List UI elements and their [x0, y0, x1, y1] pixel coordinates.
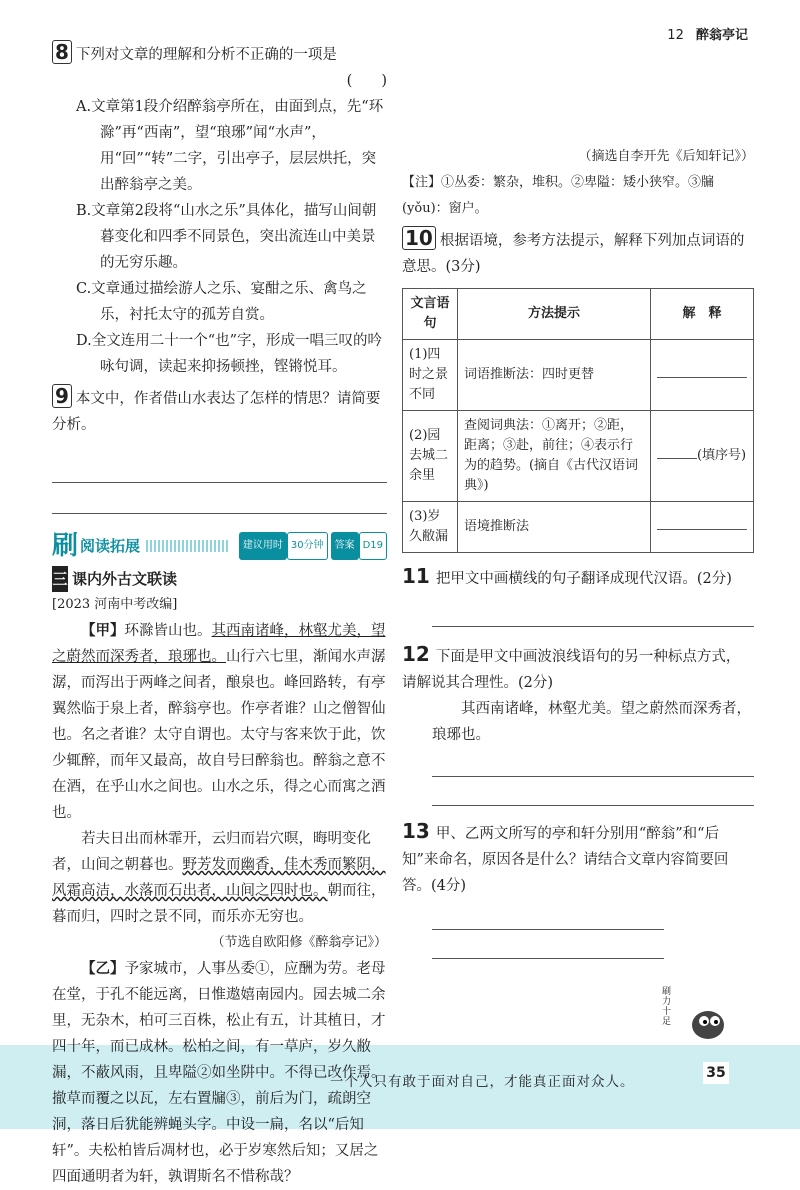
passage-jia-p2 [52, 826, 387, 930]
answer-line[interactable] [432, 934, 664, 959]
passage-label: 【乙】 [81, 960, 125, 977]
question-10 [402, 226, 754, 280]
row-method: 词语推断法：四时更替 [457, 340, 650, 411]
answer-blank[interactable] [657, 529, 747, 530]
row-method: 查阅词典法：①离开；②距，距离；③赴，前往；④表示行为的趋势。(摘自《古代汉语词典》) [457, 411, 650, 502]
right-column [402, 40, 754, 959]
left-column [52, 40, 387, 1185]
option-c: C.文章通过描绘游人之乐、宴酣之乐、禽鸟之乐，衬托太守的孤芳自赏。 [76, 281, 367, 323]
source-tag: [2023 河南中考改编] [52, 597, 178, 612]
yi-text: 予家城市，人事丛委①，应酬为劳。老母在堂，于孔不能远离，日惟遨嬉南园内。园去城二余里，无杂木，柏可三百株，松止有五，计其植日，才四十年，而已成林。松柏之间，有一草庐，岁久敝漏，不蔽风雨，且卑隘②如坐阱中。不得已改作焉。撤草而覆之以瓦，左右置牖③，前后为门，疏朗空洞，落日后犹能辨蝇头字。中设一扁，名以“后知轩”。夫松柏皆后凋材也，必于岁寒然后知；又居之四面通明者为轩，孰谓斯名不惜称哉？ [52, 961, 386, 1185]
answer-line[interactable] [432, 602, 754, 627]
question-stem: 根据语境，参考方法提示，解释下列加点词语的意思。(3分) [402, 233, 745, 275]
section-title-text: 课内外古文联读 [72, 570, 178, 588]
answer-blank[interactable] [657, 458, 697, 459]
question-stem: 把甲文中画横线的句子翻译成现代汉语。(2分) [435, 571, 732, 587]
question-number: 13 [402, 819, 430, 843]
row-method: 语境推断法 [457, 502, 650, 553]
answer-line[interactable] [432, 781, 754, 806]
option-b: B.文章第2段将“山水之乐”具体化，描写山间朝暮变化和四季不同景色，突出流连山中美景的无穷乐趣。 [76, 203, 377, 271]
answer-line[interactable] [52, 489, 387, 514]
answer-paren: ( ) [346, 73, 387, 89]
yi-note: 【注】①丛委：繁杂，堆积。②卑隘：矮小狭窄。③牖(yǒu)：窗户。 [402, 175, 715, 216]
answer-blank[interactable] [657, 377, 747, 378]
row-sentence: (3)岁久敝漏 [403, 502, 458, 553]
question-stem: 本文中，作者借山水表达了怎样的情思？请简要分析。 [52, 391, 381, 433]
answer-label: 答案 [331, 532, 359, 560]
table-header: 文言语句 [403, 289, 458, 340]
chapter-title: 醉翁亭记 [695, 28, 748, 43]
table-row [403, 502, 754, 553]
jia-text-b: 山行六七里，渐闻水声潺潺，而泻出于两峰之间者，酿泉也。峰回路转，有亭翼然临于泉上者，醉翁亭也。作亭者谁？山之僧智仙也。名之者谁？太守自谓也。太守与客来饮于此，饮少辄醉，而年又最高，故自号曰醉翁也。醉翁之意不在酒，在乎山水之间也。山水之乐，得之心而寓之酒也。 [52, 649, 386, 821]
question-13 [402, 818, 754, 899]
yi-citation: （摘选自李开先《后知轩记》） [578, 149, 754, 164]
banner-label: 阅读拓展 [80, 537, 141, 555]
jia-citation: （节选自欧阳修《醉翁亭记》） [211, 935, 387, 950]
question-8 [52, 40, 387, 68]
question-9 [52, 384, 387, 438]
q12-quote: 其西南诸峰，林壑尤美。望之蔚然而深秀者，琅琊也。 [432, 701, 751, 743]
answer-hint: (填序号) [696, 448, 747, 463]
section-title [52, 566, 387, 592]
banner-stripe [146, 540, 230, 552]
jia-wavy: 野芳发而幽香，佳木秀而繁阴，风霜高洁，水落而石出者，山间之四时也。 [52, 857, 386, 899]
answer-page: D19 [359, 532, 387, 560]
table-row [403, 411, 754, 502]
question-number: 11 [402, 564, 430, 588]
banner-mark: 刷 [52, 531, 79, 561]
question-number: 8 [52, 40, 72, 64]
question-number: 12 [402, 642, 430, 666]
method-table [402, 288, 754, 553]
question-stem: 甲、乙两文所写的亭和轩分别用“醉翁”和“后知”来命名，原因各是什么？请结合文章内容简要回答。(4分) [402, 826, 729, 894]
option-d: D.全文连用二十一个“也”字，形成一唱三叹的吟咏句调，读起来抑扬顿挫，铿锵悦耳。 [76, 333, 383, 375]
question-stem: 下列对文章的理解和分析不正确的一项是 [75, 47, 337, 63]
row-sentence: (1)四时之景不同 [403, 340, 458, 411]
question-11 [402, 563, 754, 592]
table-header: 方法提示 [457, 289, 650, 340]
jia-underlined: 其西南诸峰，林壑尤美，望之蔚然而深秀者，琅琊也。 [52, 623, 386, 665]
mascot-image [662, 985, 732, 1045]
answer-line[interactable] [432, 905, 664, 930]
question-number: 10 [402, 226, 436, 250]
footer-quote: 一个人只有敢于面对自己，才能真正面对众人。 [330, 1074, 635, 1090]
question-number: 9 [52, 384, 72, 408]
table-header-row [403, 289, 754, 340]
page-number: 35 [703, 1062, 729, 1084]
table-header: 解 释 [650, 289, 753, 340]
time-label: 建议用时 [239, 532, 287, 560]
jia-text-a: 环滁皆山也。 [124, 623, 212, 639]
time-value: 30分钟 [287, 532, 328, 560]
row-sentence: (2)园去城二余里 [403, 411, 458, 502]
row-answer[interactable] [650, 502, 753, 553]
section-banner [52, 532, 387, 560]
question-stem: 下面是甲文中画波浪线语句的另一种标点方式，请解说其合理性。(2分) [402, 649, 741, 691]
passage-jia-p1 [52, 618, 387, 826]
section-box: 三 [52, 566, 68, 592]
answer-line[interactable] [432, 752, 754, 777]
question-12 [402, 641, 754, 696]
jia-text-d: 朝而往，暮而归，四时之景不同，而乐亦无穷也。 [52, 883, 386, 925]
row-answer[interactable] [650, 411, 753, 502]
jia-text-c: 若夫日出而林霏开，云归而岩穴暝，晦明变化者，山间之朝暮也。 [52, 831, 371, 873]
row-answer[interactable] [650, 340, 753, 411]
mascot-text: 刷力十足 [662, 987, 672, 1027]
chapter-number: 12 [667, 28, 684, 43]
passage-label: 【甲】 [81, 622, 125, 639]
answer-line[interactable] [52, 458, 387, 483]
table-row [403, 340, 754, 411]
option-a: A.文章第1段介绍醉翁亭所在，由面到点，先“环滁”再“西南”，望“琅琊”闻“水声”，用“回”“转”二字，引出亭子，层层烘托，突出醉翁亭之美。 [76, 99, 384, 193]
